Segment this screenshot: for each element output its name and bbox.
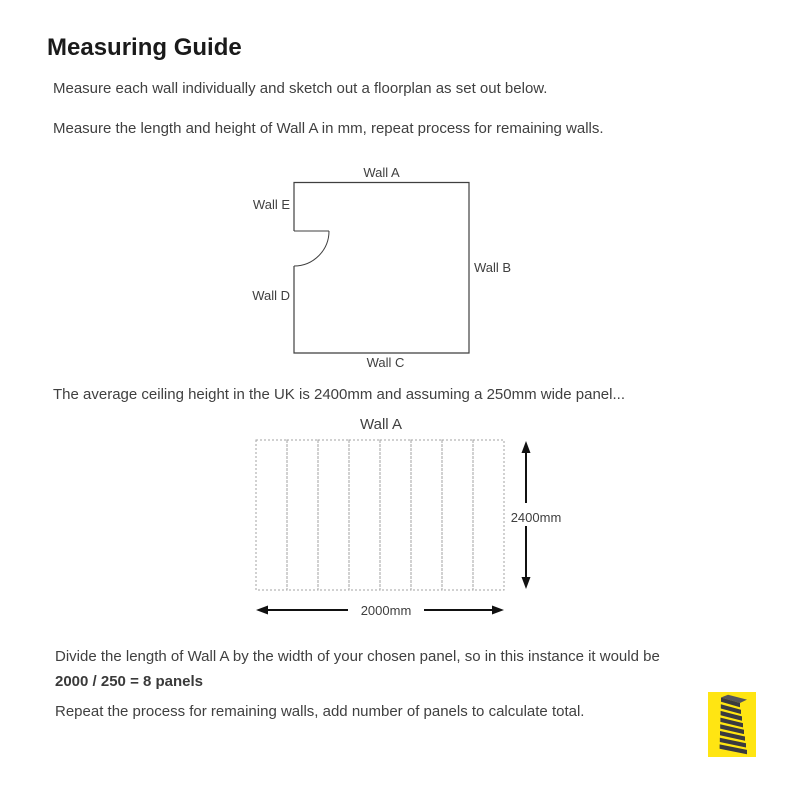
arrow-right-icon <box>492 606 504 615</box>
panel-diagram-title: Wall A <box>360 416 402 433</box>
divide-instruction-paragraph: Divide the length of Wall A by the width of your chosen panel, so in this instance it would be <box>55 648 660 665</box>
panel-formula-text: 2000 / 250 = 8 panels <box>55 673 204 690</box>
wall-a-label: Wall A <box>363 165 400 180</box>
height-dim-label: 2400mm <box>510 510 562 525</box>
wall-c-label: Wall C <box>366 355 405 370</box>
panel-cell <box>442 440 473 590</box>
wall-e-label: Wall E <box>252 197 290 212</box>
wall-b-label: Wall B <box>474 260 512 275</box>
stacked-panels-logo <box>708 692 756 757</box>
intro-paragraph-2: Measure the length and height of Wall A in mm, repeat process for remaining walls. <box>53 120 604 137</box>
panel-grid <box>256 440 504 590</box>
ceiling-note-paragraph: The average ceiling height in the UK is 2400mm and assuming a 250mm wide panel... <box>53 386 625 403</box>
intro-paragraph-1: Measure each wall individually and sketch out a floorplan as set out below. <box>53 80 548 97</box>
panel-diagram <box>240 410 580 625</box>
panel-cell <box>380 440 411 590</box>
panel-cell <box>256 440 287 590</box>
arrow-down-icon <box>522 577 531 589</box>
panel-cell <box>411 440 442 590</box>
panel-cell <box>318 440 349 590</box>
floorplan-walls <box>294 183 469 354</box>
door-swing-arc <box>294 231 329 266</box>
panel-cell <box>349 440 380 590</box>
wall-d-label: Wall D <box>252 288 290 303</box>
panel-cell <box>287 440 318 590</box>
panel-cell <box>473 440 504 590</box>
floorplan-diagram <box>240 160 540 378</box>
page-title: Measuring Guide <box>47 34 242 61</box>
repeat-instruction-paragraph: Repeat the process for remaining walls, add number of panels to calculate total. <box>55 703 585 720</box>
arrow-left-icon <box>256 606 268 615</box>
width-dim-label: 2000mm <box>360 603 412 618</box>
